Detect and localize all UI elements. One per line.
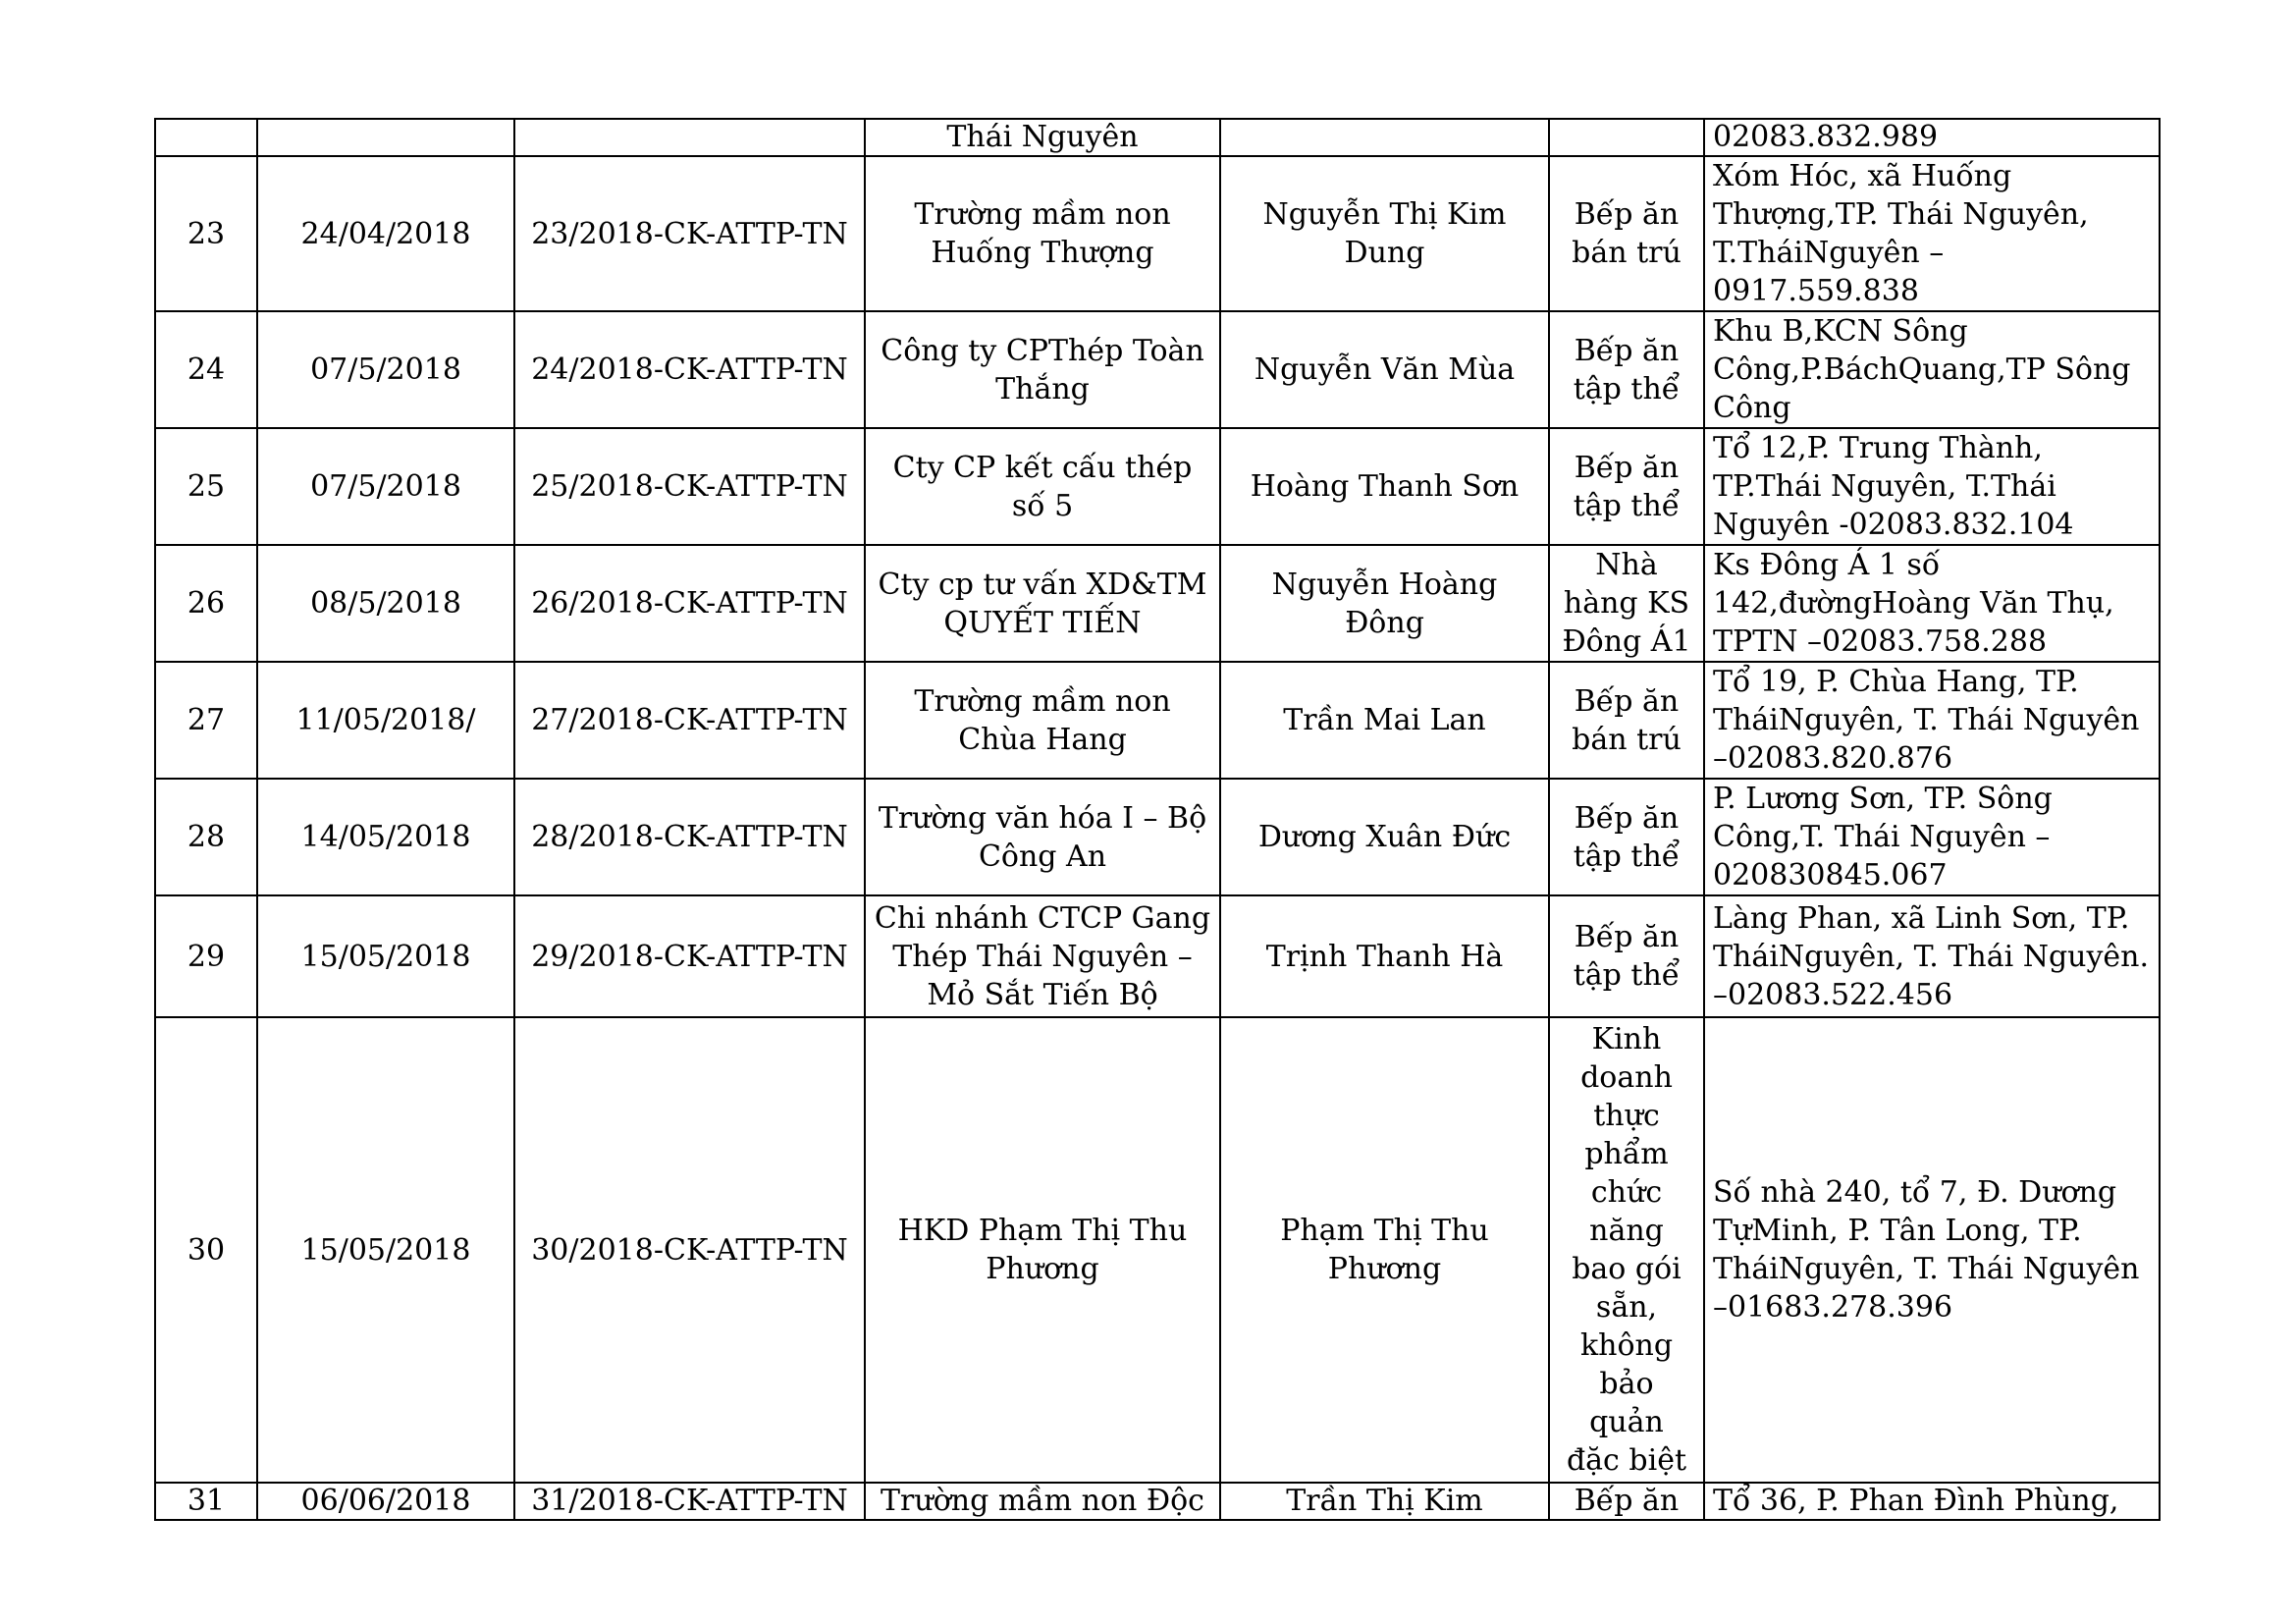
cell-address-line: Quang,TP Sông Công: [1713, 352, 2131, 425]
cell-no: 26: [155, 545, 257, 662]
cell-date: 06/06/2018: [257, 1483, 514, 1520]
cell-certificate: 31/2018-CK-ATTP-TN: [514, 1483, 865, 1520]
cell-address-line: 02083.832.104: [1848, 508, 2074, 542]
table-row: [155, 779, 2160, 895]
cell-facility-line: Công An: [978, 839, 1107, 874]
cell-facility-line: Chùa Hang: [958, 722, 1127, 757]
cell-facility: [865, 156, 1220, 311]
cell-certificate: [514, 119, 865, 156]
cell-owner: [1220, 1017, 1549, 1483]
cell-address-line: 020830845.067: [1713, 858, 1948, 893]
cell-address-line: Ks Đông Á 1 số 142,đường: [1713, 548, 1941, 621]
cell-address-line: Hoàng Văn Thụ, TPTN –: [1713, 586, 2114, 659]
cell-certificate: 23/2018-CK-ATTP-TN: [514, 156, 865, 311]
cell-type-line: Bếp ăn: [1574, 800, 1680, 836]
cell-owner-line: Nguyễn Văn Mùa: [1254, 352, 1516, 387]
cell-owner: [1220, 779, 1549, 895]
cell-certificate: 29/2018-CK-ATTP-TN: [514, 895, 865, 1017]
cell-type-line: bán trú: [1572, 236, 1682, 270]
cell-facility: Thái Nguyên: [865, 119, 1220, 156]
cell-certificate: 24/2018-CK-ATTP-TN: [514, 311, 865, 428]
cell-type-line: Nhà: [1595, 548, 1658, 582]
cell-type-line: Kinh: [1591, 1022, 1662, 1056]
cell-date: 08/5/2018: [257, 545, 514, 662]
cell-no: 28: [155, 779, 257, 895]
cell-facility-line: Phương: [986, 1252, 1099, 1286]
cell-certificate: 25/2018-CK-ATTP-TN: [514, 428, 865, 545]
cell-owner: [1220, 545, 1549, 662]
cell-type: [1549, 428, 1704, 545]
table-row-continuation: [155, 119, 2160, 156]
cell-address-line: Xóm Hóc, xã Huống Thượng,: [1713, 159, 2012, 232]
cell-owner-line: Nguyễn Hoàng Đông: [1271, 567, 1498, 640]
cell-address-line: 02083.758.288: [1822, 624, 2048, 659]
cell-facility-line: Trường văn hóa I – Bộ: [878, 800, 1207, 836]
cell-owner-line: Trịnh Thanh Hà: [1265, 939, 1504, 974]
cell-address-line: TP. Thái Nguyên, T.Thái: [1713, 197, 2089, 270]
cell-address-line: Khu B,KCN Sông Công,P.Bách: [1713, 314, 1968, 387]
cell-owner-line: Nguyễn Thị Kim: [1262, 197, 1507, 232]
cell-type-line: Bếp ăn: [1574, 683, 1680, 719]
cell-owner: [1220, 119, 1549, 156]
cell-type-line: Bếp ăn: [1574, 333, 1680, 368]
cell-address: Tổ 36, P. Phan Đình Phùng,: [1704, 1483, 2160, 1520]
cell-type: [1549, 1017, 1704, 1483]
cell-owner: [1220, 156, 1549, 311]
cell-type-line: tập thể: [1573, 371, 1681, 406]
cell-type-line: tập thể: [1573, 488, 1681, 523]
cell-facility: [865, 1017, 1220, 1483]
cell-date: 24/04/2018: [257, 156, 514, 311]
cell-no: 27: [155, 662, 257, 779]
cell-type-line: phẩm: [1584, 1137, 1669, 1171]
cell-address: 02083.832.989: [1704, 119, 2160, 156]
cell-owner-line: Trần Mai Lan: [1283, 703, 1486, 737]
cell-facility: [865, 428, 1220, 545]
cell-type-line: bao gói: [1572, 1252, 1682, 1286]
cell-facility-line: Công ty CPThép Toàn: [881, 333, 1204, 368]
cell-address-line: Thái Nguyên, T.Thái Nguyên -: [1713, 469, 2056, 542]
cell-facility: Trường mầm non Độc: [865, 1483, 1220, 1520]
table-row: [155, 428, 2160, 545]
cell-certificate: 26/2018-CK-ATTP-TN: [514, 545, 865, 662]
cell-date: 07/5/2018: [257, 311, 514, 428]
cell-address-line: 02083.820.876: [1728, 741, 1953, 776]
cell-address: [1704, 428, 2160, 545]
cell-facility-line: Cty cp tư vấn XD&TM: [878, 567, 1207, 602]
cell-owner-line: Dung: [1344, 236, 1425, 270]
cell-facility-line: Chi nhánh CTCP Gang: [874, 900, 1211, 936]
cell-address-line: T. Thái Nguyên –: [1800, 820, 2051, 854]
cell-type: [1549, 662, 1704, 779]
cell-certificate: 30/2018-CK-ATTP-TN: [514, 1017, 865, 1483]
cell-address-line: Nguyên – 0917.559.838: [1713, 236, 1945, 308]
cell-date: 15/05/2018: [257, 1017, 514, 1483]
cell-date: [257, 119, 514, 156]
certificate-registry-table: [154, 118, 2161, 1521]
cell-facility: [865, 779, 1220, 895]
cell-no: 29: [155, 895, 257, 1017]
cell-address-line: Nguyên, T. Thái Nguyên. –: [1713, 939, 2150, 1012]
cell-date: 14/05/2018: [257, 779, 514, 895]
cell-facility: [865, 662, 1220, 779]
table-row: [155, 545, 2160, 662]
cell-type-line: thực: [1593, 1099, 1660, 1133]
cell-address: [1704, 895, 2160, 1017]
table-row: [155, 1017, 2160, 1483]
cell-owner: Trần Thị Kim: [1220, 1483, 1549, 1520]
cell-type-line: Đông Á1: [1562, 624, 1691, 659]
cell-type-line: bán trú: [1572, 722, 1682, 757]
cell-address-line: Tổ 19, P. Chùa Hang, TP. Thái: [1713, 665, 2079, 737]
cell-address: [1704, 662, 2160, 779]
cell-facility: [865, 895, 1220, 1017]
cell-facility-line: Thắng: [995, 371, 1090, 406]
cell-address: [1704, 545, 2160, 662]
cell-facility: [865, 311, 1220, 428]
cell-type-line: chức: [1590, 1175, 1663, 1210]
cell-owner-line: Hoàng Thanh Sơn: [1250, 469, 1520, 504]
table-row: [155, 895, 2160, 1017]
cell-address: [1704, 1017, 2160, 1483]
cell-type-line: không: [1579, 1328, 1674, 1363]
cell-owner: [1220, 895, 1549, 1017]
cell-address-line: Làng Phan, xã Linh Sơn, TP. Thái: [1713, 900, 2130, 974]
cell-facility-line: Mỏ Sắt Tiến Bộ: [927, 977, 1158, 1012]
cell-type-line: quản: [1589, 1405, 1664, 1439]
cell-type-line: tập thể: [1573, 839, 1681, 874]
cell-facility-line: Huống Thượng: [931, 236, 1154, 270]
cell-facility-line: Thép Thái Nguyên –: [892, 939, 1193, 974]
cell-address: [1704, 779, 2160, 895]
cell-type: [1549, 311, 1704, 428]
cell-no: 30: [155, 1017, 257, 1483]
cell-type-line: năng: [1589, 1214, 1664, 1248]
cell-type: [1549, 545, 1704, 662]
cell-type-line: Bếp ăn: [1574, 450, 1680, 485]
cell-type: [1549, 895, 1704, 1017]
cell-certificate: 28/2018-CK-ATTP-TN: [514, 779, 865, 895]
cell-type-line: sẵn,: [1595, 1290, 1658, 1325]
cell-type-line: doanh: [1580, 1060, 1673, 1095]
cell-no: [155, 119, 257, 156]
cell-owner-line: Phương: [1327, 1252, 1442, 1286]
cell-type: [1549, 156, 1704, 311]
cell-owner: [1220, 662, 1549, 779]
cell-address-line: P. Lương Sơn, TP. Sông Công,: [1713, 782, 2053, 854]
cell-facility-line: Trường mầm non: [914, 683, 1171, 719]
cell-no: 31: [155, 1483, 257, 1520]
cell-type: [1549, 119, 1704, 156]
cell-facility: [865, 545, 1220, 662]
cell-address: [1704, 156, 2160, 311]
cell-type: [1549, 779, 1704, 895]
cell-type-line: hàng KS: [1563, 586, 1690, 621]
cell-type-line: Bếp ăn: [1574, 920, 1680, 954]
cell-address-line: 01683.278.396: [1728, 1290, 1953, 1325]
cell-date: 07/5/2018: [257, 428, 514, 545]
table-body: [155, 119, 2160, 1520]
cell-type-line: Bếp ăn: [1574, 197, 1680, 232]
cell-certificate: 27/2018-CK-ATTP-TN: [514, 662, 865, 779]
cell-type: Bếp ăn: [1549, 1483, 1704, 1520]
cell-no: 24: [155, 311, 257, 428]
cell-facility-line: số 5: [1011, 488, 1074, 523]
table-row: [155, 311, 2160, 428]
cell-address-line: Nguyên, T. Thái Nguyên –: [1713, 703, 2140, 776]
cell-no: 25: [155, 428, 257, 545]
cell-address-line: Số nhà 240, tổ 7, Đ. Dương Tự: [1713, 1175, 2117, 1248]
cell-address: [1704, 311, 2160, 428]
cell-facility-line: Trường mầm non: [914, 197, 1171, 232]
cell-address-line: Nguyên, T. Thái Nguyên –: [1713, 1252, 2140, 1325]
cell-owner-line: Phạm Thị Thu: [1280, 1214, 1489, 1248]
cell-facility-line: QUYẾT TIẾN: [943, 605, 1142, 640]
table-row: [155, 156, 2160, 311]
cell-address-line: Tổ 12,P. Trung Thành, TP.: [1713, 431, 2043, 504]
cell-owner: [1220, 428, 1549, 545]
cell-address-line: 02083.522.456: [1728, 977, 1953, 1012]
cell-address-line: Minh, P. Tân Long, TP. Thái: [1713, 1214, 2082, 1286]
cell-facility-line: Cty CP kết cấu thép: [892, 450, 1193, 485]
table-row-truncated: [155, 1483, 2160, 1520]
cell-date: 11/05/2018/: [257, 662, 514, 779]
cell-date: 15/05/2018: [257, 895, 514, 1017]
cell-owner: [1220, 311, 1549, 428]
cell-type-line: đặc biệt: [1566, 1443, 1687, 1478]
cell-facility-line: HKD Phạm Thị Thu: [897, 1214, 1188, 1248]
cell-type-line: bảo: [1599, 1367, 1654, 1401]
cell-no: 23: [155, 156, 257, 311]
table-row: [155, 662, 2160, 779]
cell-type-line: tập thể: [1573, 958, 1681, 993]
cell-owner-line: Dương Xuân Đức: [1257, 820, 1512, 854]
